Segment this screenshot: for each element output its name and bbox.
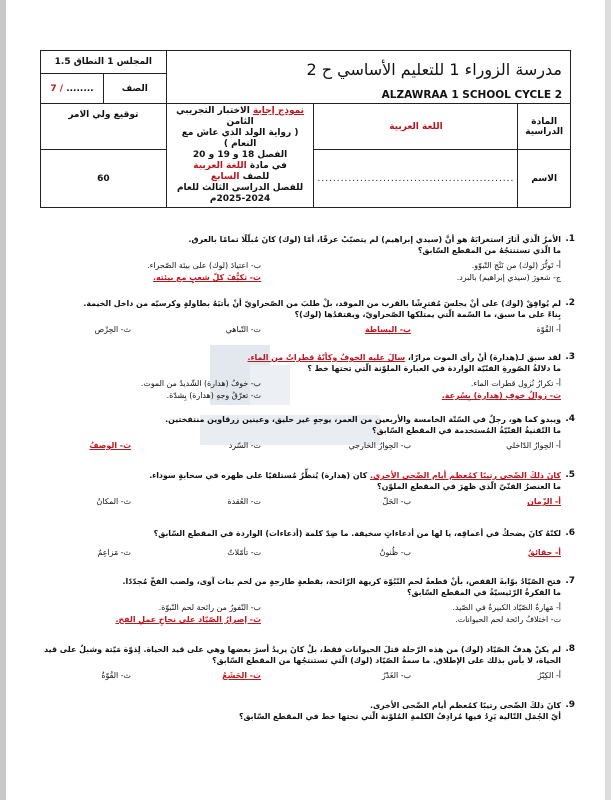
correct-option[interactable]: ت- تكيُّفَ كلّ شعبٍ مع بيئته.	[153, 273, 261, 282]
option[interactable]: ب- الحِوارُ الخارجي	[348, 441, 411, 450]
option[interactable]: ت- السّرد	[228, 441, 261, 450]
grade-value: / 7	[50, 83, 64, 94]
option[interactable]: ج- شعورَ (سيدي إبراهيم) بالبرد.	[456, 273, 561, 282]
school-name-cell	[166, 51, 570, 104]
option[interactable]: ت- التّباهي	[225, 325, 261, 334]
option[interactable]: ب- الحَلّ	[382, 497, 411, 506]
grade-value-cell: ........ / 7	[41, 74, 104, 104]
correct-option[interactable]: ب- البساطة	[364, 325, 411, 334]
subject-value: اللغة العربية	[314, 104, 518, 150]
grade-label: الصف	[103, 74, 166, 104]
option[interactable]: أ- تَوتُّرَ (لوك) من نَتْج التّبوّو.	[471, 261, 561, 270]
exam-header-table	[40, 50, 571, 208]
correct-option[interactable]: ت- زوالُ خوفِ (هدارة) بِسُرعة.	[441, 391, 561, 400]
question-7: 7. فتح الصّيّادُ بوّابةَ القفص، بأنْ قطعةً لحم النّبُوّة كريهة الرّائحة، بقطعةٍ طازجةٍ من لحم بنات آوى، ولصب الفخّ مُجدّدًا. ما الفكرةُ الرّئيسيّةُ في المقطع السّابق؟ أ- مَهارةُ الصّيّاد الكبيرةُ في الصّيد. ب- النّفورُ من رائحة لحم النّبوّة. ت- اختلافُ رائحة لحم الحيوانات. ث- إصرارُ الصّيّاد على نجاحِ عملِ الفخ.	[115, 576, 575, 624]
question-4: 4. ويبدو كما هو، رجلٌ في السّتّة الخامسة والأربعين من العمر، يوجهٍ غير حليق، وعينين زرقاوين منتفختين. ما التّقنيةُ الفنّيّةُ المُستخدمة في المقطع السّابق؟ أ- الحِوارُ الدّاخلي ب- الحِوارُ الخارجي ت- السّرد ث- الوصفُ	[89, 414, 575, 450]
question-2: 2. لم يُوافِقْ (لوك) على أنْ يجلسَ مُفترِشًا بالقرب من الموقد، بلْ طلبَ من الصّحراويّ أنْ يأتيَهُ بطاولةٍ وكرسيّه من داخل الخيمة. بِناءً على ما سبق، ما السّمة الّتي يمتلكها الصّحراويّ، ويفتقدُها (لوك)؟ أ- القُوّة ب- البساطة ت- التّباهي ث- الحِرْص	[83, 298, 575, 334]
correct-option[interactable]: أ- الزّمان	[527, 497, 561, 506]
option[interactable]: ب- النّفورُ من رائحة لحم النّبوّة.	[158, 603, 261, 612]
question-5: 5. كانَ ذلكَ الضّحى رتيبًا كمُعظم أيام الضّحى الأخرى. كان (هدارة) يُنظِّرُ مُستلقيًا على ظهره في سحابةٍ سوداء. ما العنصرُ الفنّيّ الّذي ظهرَ في المقطع الملوّن؟ أ- الزّمان ب- الحَلّ ت- العُقدة ث- المكانُ	[96, 470, 575, 506]
option[interactable]: ث- مَزاعِمُ	[97, 548, 131, 557]
council-cell: المجلس 1 النطاق 1.5	[41, 51, 167, 74]
correct-option[interactable]: ت- الجَشَعُ	[222, 671, 261, 680]
option[interactable]: أ- تكرارُ نُزول قطرات الماء.	[470, 379, 561, 388]
option[interactable]: أ- مَهارةُ الصّيّاد الكبيرةُ في الصّيد.	[452, 603, 561, 612]
answer-key-label: نموذج إجابة	[252, 106, 305, 116]
scan-edge-right	[605, 0, 611, 800]
option[interactable]: ب- الغَدْرُ	[381, 671, 411, 680]
exam-info-block: نموذج إجابة الاختبار التجريبي الثامن ( رواية الولد الذي عاش مع النعام ) الفصل 18 و 19 و 20 في مادة اللغة العربية للصف السابع للفصل الدراسي الثالث للعام 2025-2024م	[166, 104, 314, 208]
option[interactable]: ث- القُوّةُ	[101, 671, 131, 680]
option[interactable]: ث- الحِرْص	[94, 325, 131, 334]
question-9: 9. كانَ ذلكَ الضّحى رتيبًا كمُعظم أيام الضّحى الأخرى. أيّ الجُمَل التّالية يَرِدُ فيها مُرادِفُ الكلمةِ المُلوّنة الّتي تحتها خط في المقطع السّابق؟	[238, 700, 575, 721]
option[interactable]: ث- المكانُ	[96, 497, 131, 506]
name-field[interactable]: ...................................................	[314, 150, 518, 208]
option[interactable]: ب- خوفُ (هدارة) الشّديدُ من الموت.	[140, 379, 261, 388]
total-score: 60	[41, 150, 167, 208]
correct-option[interactable]: أ- حقائقُ	[527, 548, 561, 557]
school-name-en: ALZAWRAA 1 SCHOOL CYCLE 2	[381, 88, 562, 101]
option[interactable]: ت- العُقدة	[227, 497, 261, 506]
option[interactable]: أ- الحِوارُ الدّاخلي	[506, 441, 561, 450]
question-8: 8. لم يكنْ هدفُ الصّيّاد (لوك) من هذه الرّحلة قتلَ الحيوانات فقط، بلْ كانَ يريدُ أسرَ بعضها وهي على قيد الحياة. لِذوّة مَيّتة وشبلٌ على قيد الحياة، لا بأس بذلك على الإطلاق. ما سمةُ الصّيّاد (لوك) الّتي تستنتجُها من المقطع السّابق؟ أ- الكِبْرُ ب- الغَدْرُ ت- الجَشَعُ ث- القُوّةُ	[44, 644, 575, 680]
question-1: 1. الأمرُ الّذي أثارَ استغرابَهُ هو أنَّ (سيدي إبراهيم) لم يتصبّبْ عرقًا، أمّا (لوك) كانَ مُبلّلًا تمامًا بالعرق. ما الّذي تستنتجُهُ من المقطع السّابق؟ أ- تَوتُّرَ (لوك) من نَتْج التّبوّو. ب- اعتيادَ (لوك) على بيئة الصّحراء. ج- شعورَ (سيدي إبراهيم) بالبرد. ت- تكيُّفَ كلّ شعبٍ مع بيئته.	[147, 234, 575, 282]
scan-edge-left	[0, 0, 6, 800]
correct-option[interactable]: ث- الوصفُ	[89, 441, 131, 450]
option[interactable]: ت- تأمّلاتٌ	[227, 548, 261, 557]
option[interactable]: ت- اختلافُ رائحة لحم الحيوانات.	[455, 615, 561, 624]
option[interactable]: ث- تعرّقُ وجهِ (هدارة) بِشدّة.	[166, 391, 261, 400]
option[interactable]: أ- الكِبْرُ	[537, 671, 561, 680]
name-label: الاسم	[518, 150, 571, 208]
option[interactable]: ب- اعتيادَ (لوك) على بيئة الصّحراء.	[147, 261, 261, 270]
parent-signature-label: توقيع ولي الامر	[41, 104, 167, 150]
school-name-ar: مدرسة الزوراء 1 للتعليم الأساسي ح 2	[306, 59, 562, 79]
subject-label: المادة الدراسية	[518, 104, 571, 150]
question-3: 3. لقد سبق لـ(هدارة) أنْ رأى الموت مرارًا، سالَ عليه الخوفُ وكأنّهُ قطراتٌ من الماء. ما دلالةُ الصّورةِ الفنّيّة الواردة في العبارة الملوّنة الّتي تحتها خط ؟ أ- تكرارُ نُزول قطرات الماء. ب- خوفُ (هدارة) الشّديدُ من الموت. ت- زوالُ خوفِ (هدارة) بِسُرعة. ث- تعرّقُ وجهِ (هدارة) بِشدّة.	[140, 352, 575, 400]
question-6: 6. لكنّهُ كانَ يضحكُ في أعماقِه، يا لها من أدعاءاتٍ سخيفة. ما ضِدّ كلمة (أدعاءات) الواردة في المقطع السّابق؟ أ- حقائقُ ب- ظُنونٌ ت- تأمّلاتٌ ث- مَزاعِمُ	[97, 528, 575, 557]
option[interactable]: ب- ظُنونٌ	[379, 548, 411, 557]
correct-option[interactable]: ث- إصرارُ الصّيّاد على نجاحِ عملِ الفخ.	[115, 615, 261, 624]
option[interactable]: أ- القُوّة	[536, 325, 561, 334]
